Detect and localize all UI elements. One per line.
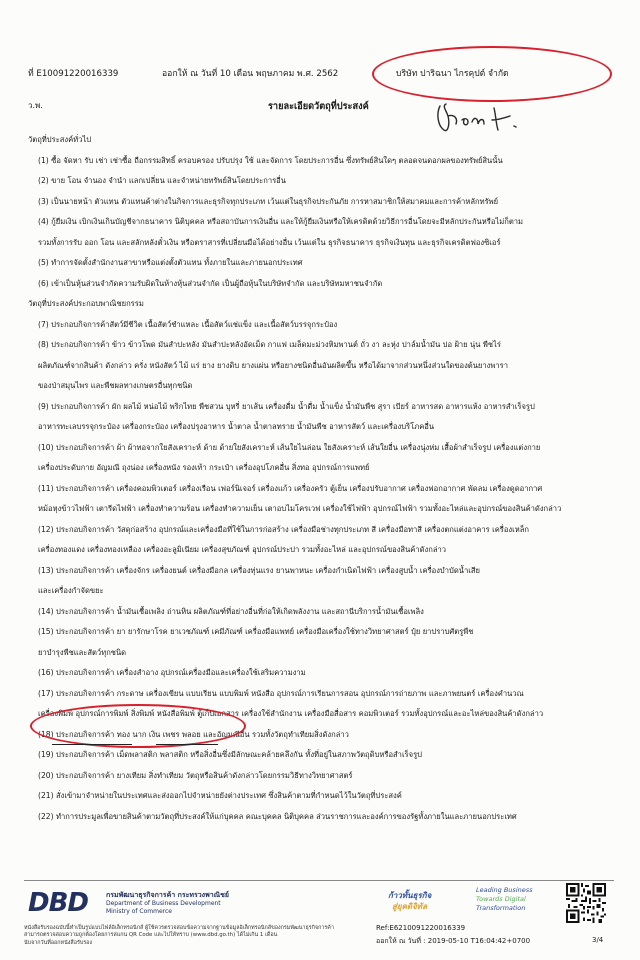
objective-line: (22) ทำการประมูลเพื่อขายสินค้าตามวัตถุที่ประสงค์ให้แก่บุคคล คณะบุคคล นิติบุคคล ส่วนราชการและองค์การของรัฐทั้งภายในและภายนอกประเทศ <box>38 811 517 821</box>
objective-line: ของป่าสมุนไพร และพืชผลทางเกษตรอื่นทุกชนิด <box>38 381 193 390</box>
underline-printing <box>52 744 132 745</box>
page-title: รายละเอียดวัตถุที่ประสงค์ <box>268 101 369 112</box>
objective-line: เครื่องทองแดง เครื่องทองเหลือง เครื่องอะลูมิเนียม เครื่องสุขภัณฑ์ อุปกรณ์ประปา รวมทั้งอะไหล่ และอุปกรณ์ของสินค้าดังกล่าว <box>38 545 447 554</box>
ministry-name: Ministry of Commerce <box>106 908 172 915</box>
company-highlight-circle <box>372 46 612 102</box>
slogan-english-1: Leading Business <box>476 886 533 894</box>
objective-line: (12) ประกอบกิจการค้า วัสดุก่อสร้าง อุปกรณ์และเครื่องมือที่ใช้ในการก่อสร้าง เครื่องมือช่างทุกประเภท สี เครื่องมือทาสี เครื่องตกแต่งอาคาร เครื่องเหล็ก <box>38 524 529 534</box>
objective-line: (7) ประกอบกิจการค้าสัตว์มีชีวิต เนื้อสัตว์ชำแหละ เนื้อสัตว์แช่แข็ง และเนื้อสัตว์บรรจุกระป๋อง <box>38 319 338 329</box>
objective-line: ผลิตภัณฑ์จากสินค้า ดังกล่าว ครั่ง หนังสัตว์ ไม้ แร่ ยาง ยางดิบ ยางแผ่น หรือยางชนิดอื่นอันผลิตขึ้น หรือได้มาจากส่วนหนึ่งส่วนใดของต้นยางพารา <box>38 360 508 370</box>
qr-code-icon[interactable] <box>566 883 606 923</box>
objective-line: (20) ประกอบกิจการค้า ยางเทียม สิ่งทำเทียม วัตถุหรือสินค้าดังกล่าวโดยกรรมวิธีทางวิทยาศาสตร์ <box>38 770 353 780</box>
slogan-english-2: Towards Digital <box>476 895 526 903</box>
objective-line: (6) เข้าเป็นหุ้นส่วนจำกัดความรับผิดในห้างหุ้นส่วนจำกัด เป็นผู้ถือหุ้นในบริษัทจำกัด และบริษัทมหาชนจำกัด <box>38 278 383 288</box>
objective-line: เครื่องพิมพ์ อุปกรณ์การพิมพ์ สิ่งพิมพ์ หนังสือพิมพ์ ตู้เก็บเอกสาร เครื่องใช้สำนักงาน เครื่องมือสื่อสาร คอมพิวเตอร์ รวมทั้งอุปกรณ์และอะไหล่ของสินค้าดังกล่าว <box>38 709 544 718</box>
objective-line: (19) ประกอบกิจการค้า เม็ดพลาสติก พลาสติก หรือสิ่งอื่นซึ่งมีลักษณะคล้ายคลึงกัน ทั้งที่อยู่ในสภาพวัตถุดิบหรือสำเร็จรูป <box>38 750 422 759</box>
objective-line: (10) ประกอบกิจการค้า ผ้า ผ้าทอจากใยสังเคราะห์ ด้าย ด้ายใยสังเคราะห์ เส้นใยไนล่อน ใยสังเคราะห์ เส้นใยอื่น เครื่องนุ่งห่ม เสื้อผ้าสำเร็จรูป เครื่องแต่งกาย <box>38 442 541 452</box>
objective-line: วัตถุที่ประสงค์ทั่วไป <box>28 135 92 144</box>
objective-line: (15) ประกอบกิจการค้า ยา ยารักษาโรค ยาเวชภัณฑ์ เคมีภัณฑ์ เครื่องมือแพทย์ เครื่องมือเครื่องใช้ทางวิทยาศาสตร์ ปุ๋ย ยาปราบศัตรูพืช <box>38 627 474 636</box>
verification-note-line-1: หนังสือรับรองฉบับนี้ทำเป็นรูปแบบไฟล์อิเล็กทรอนิกส์ ผู้ใช้ควรตรวจสอบข้อความจากฐานข้อมูลอิเล็กทรอนิกส์ของกรมพัฒนาธุรกิจการค้า <box>24 925 334 931</box>
verification-note-line-3: นับจากวันที่ออกหนังสือรับรอง <box>24 939 93 946</box>
objective-line: (3) เป็นนายหน้า ตัวแทน ตัวแทนค้าต่างในกิจการและธุรกิจทุกประเภท เว้นแต่ในธุรกิจประกันภัย การหาสมาชิกให้สมาคมและการค้าหลักทรัพย์ <box>38 196 499 206</box>
slogan-english <box>476 886 533 913</box>
objective-line: อาหารทะเลบรรจุกระป๋อง เครื่องกระป๋อง เครื่องปรุงอาหาร น้ำตาล น้ำตาลทราย น้ำมันพืช อาหารสัตว์ และเครื่องบริโภคอื่น <box>38 422 435 431</box>
department-name-thai: กรมพัฒนาธุรกิจการค้า กระทรวงพาณิชย์ <box>106 891 229 899</box>
objective-line: เครื่องประดับกาย อัญมณี ถุงน่อง เครื่องหนัง รองเท้า กระเป๋า เครื่องอุปโภคอื่น สิ่งทอ อุปกรณ์การแพทย์ <box>38 463 370 472</box>
item-17-highlight-circle <box>30 704 246 748</box>
dbd-logo: DBD <box>28 888 88 918</box>
verification-note <box>24 925 354 947</box>
objective-line: (21) สั่งเข้ามาจำหน่ายในประเทศและส่งออกไปจำหน่ายยังต่างประเทศ ซึ่งสินค้าตามที่กำหนดไว้ในวัตถุที่ประสงค์ <box>38 791 402 800</box>
objective-line: วัตถุที่ประสงค์ประกอบพาณิชยกรรม <box>28 299 144 308</box>
slogan-thai-2: สู่ยุคดิจิทัล <box>392 902 427 911</box>
objective-line: รวมทั้งการรับ ออก โอน และสลักหลังตั๋วเงิน หรือตราสารที่เปลี่ยนมือได้อย่างอื่น เว้นแต่ใน ธุรกิจธนาคาร ธุรกิจเงินทุน และธุรกิจเครดิตฟองซิเอร์ <box>38 237 501 247</box>
objective-line: (1) ซื้อ จัดหา รับ เช่า เช่าซื้อ ถือกรรมสิทธิ์ ครอบครอง ปรับปรุง ใช้ และจัดการ โดยประการอื่น ซึ่งทรัพย์สินใดๆ ตลอดจนดอกผลของทรัพย์สินนั้น <box>38 155 503 165</box>
objective-line: (11) ประกอบกิจการค้า เครื่องคอมพิวเตอร์ เครื่องเรือน เฟอร์นิเจอร์ เครื่องแก้ว เครื่องครัว ตู้เย็น เครื่องปรับอากาศ เครื่องฟอกอากาศ พัดลม เครื่องดูดอากาศ <box>38 483 543 493</box>
objective-line: และเครื่องกำจัดขยะ <box>38 586 104 595</box>
department-name-english: Department of Business Development <box>106 900 221 907</box>
issue-date: ออกให้ ณ วันที่ 10 เดือน พฤษภาคม พ.ศ. 2562 <box>162 69 339 79</box>
objective-line: (17) ประกอบกิจการค้า กระดาษ เครื่องเขียน แบบเรียน แบบพิมพ์ หนังสือ อุปกรณ์การเรียนการสอน อุปกรณ์การถ่ายภาพ และภาพยนตร์ เครื่องคำนวณ <box>38 688 524 698</box>
verification-note-line-2: สามารถตรวจสอบความถูกต้องโดยการสแกน QR Code และไปให้ทราบ (www.dbd.go.th) ได้ไม่เกิน 1 เดือน <box>24 932 278 939</box>
page-number: 3/4 <box>592 936 604 944</box>
issue-timestamp: ออกให้ ณ วันที่ : 2019-05-10 T16:04:42+0700 <box>376 937 531 945</box>
objective-line: (4) กู้ยืมเงิน เบิกเงินเกินบัญชีจากธนาคาร นิติบุคคล หรือสถาบันการเงินอื่น และให้กู้ยืมเงินหรือให้เครดิตด้วยวิธีการอื่นโดยจะมีหลักประกันหรือไม่ก็ตาม <box>38 217 524 226</box>
document-number: ที่ E10091220016339 <box>28 69 119 79</box>
objective-line: (5) ทำการจัดตั้งสำนักงานสาขาหรือแต่งตั้งตัวแทน ทั้งภายในและภายนอกประเทศ <box>38 258 303 267</box>
objective-line: (16) ประกอบกิจการค้า เครื่องสำอาง อุปกรณ์เครื่องมือและเครื่องใช้เสริมความงาม <box>38 668 306 677</box>
objective-line: (2) ขาย โอน จำนอง จำนำ แลกเปลี่ยน และจำหน่ายทรัพย์สินโดยประการอื่น <box>38 176 286 185</box>
objective-line: (13) ประกอบกิจการค้า เครื่องจักร เครื่องยนต์ เครื่องมือกล เครื่องทุ่นแรง ยานพาหนะ เครื่องกำเนิดไฟฟ้า เครื่องสูบน้ำ เครื่องบำบัดน้ำเสีย <box>38 565 480 575</box>
company-name: บริษัท ปาริฉนา ไกรคุปต์ จำกัด <box>396 69 509 79</box>
form-code: ว.พ. <box>28 101 43 110</box>
objective-line: (9) ประกอบกิจการค้า ผัก ผลไม้ หน่อไม้ พริกไทย พืชสวน บุหรี่ ยาเส้น เครื่องดื่ม น้ำดื่ม น้ำแข็ง น้ำมันพืช สุรา เบียร์ อาหารสด อาหารแห้ง อาหารสำเร็จรูป <box>38 401 535 411</box>
objective-line: (8) ประกอบกิจการค้า ข้าว ข้าวโพด มันสำปะหลัง มันสำปะหลังอัดเม็ด กาแฟ เมล็ดมะม่วงหิมพานต์ ถั่ว งา ละหุ่ง ปาล์มน้ำมัน ปอ ฝ้าย นุ่น พืชไร่ <box>38 340 501 349</box>
objective-line: (18) ประกอบกิจการค้า ทอง นาก เงิน เพชร พลอย และอัญมณีอื่น รวมทั้งวัตถุทำเทียมสิ่งดังกล่าว <box>38 729 349 739</box>
reference-number: Ref:E6210091220016339 <box>376 924 466 932</box>
footer-rule <box>24 880 614 881</box>
objective-line: (14) ประกอบกิจการค้า น้ำมันเชื้อเพลิง ถ่านหิน ผลิตภัณฑ์ที่อย่างอื่นที่ก่อให้เกิดพลังงาน และสถานีบริการน้ำมันเชื้อเพลิง <box>38 606 424 616</box>
slogan-english-3: Transformation <box>476 904 526 912</box>
underline-newspaper <box>156 744 218 745</box>
objective-line: ยาบำรุงพืชและสัตว์ทุกชนิด <box>38 647 127 657</box>
objective-line: หม้อหุงข้าวไฟฟ้า เตารีดไฟฟ้า เครื่องทำความร้อน เครื่องทำความเย็น เตาอบไมโครเวฟ เครื่องใช้ไฟฟ้า อุปกรณ์ไฟฟ้า รวมทั้งอะไหล่และอุปกรณ์ของสินค้าดังกล่าว <box>38 504 562 513</box>
slogan-thai-1: ก้าวทั้นธุรกิจ <box>388 891 432 900</box>
